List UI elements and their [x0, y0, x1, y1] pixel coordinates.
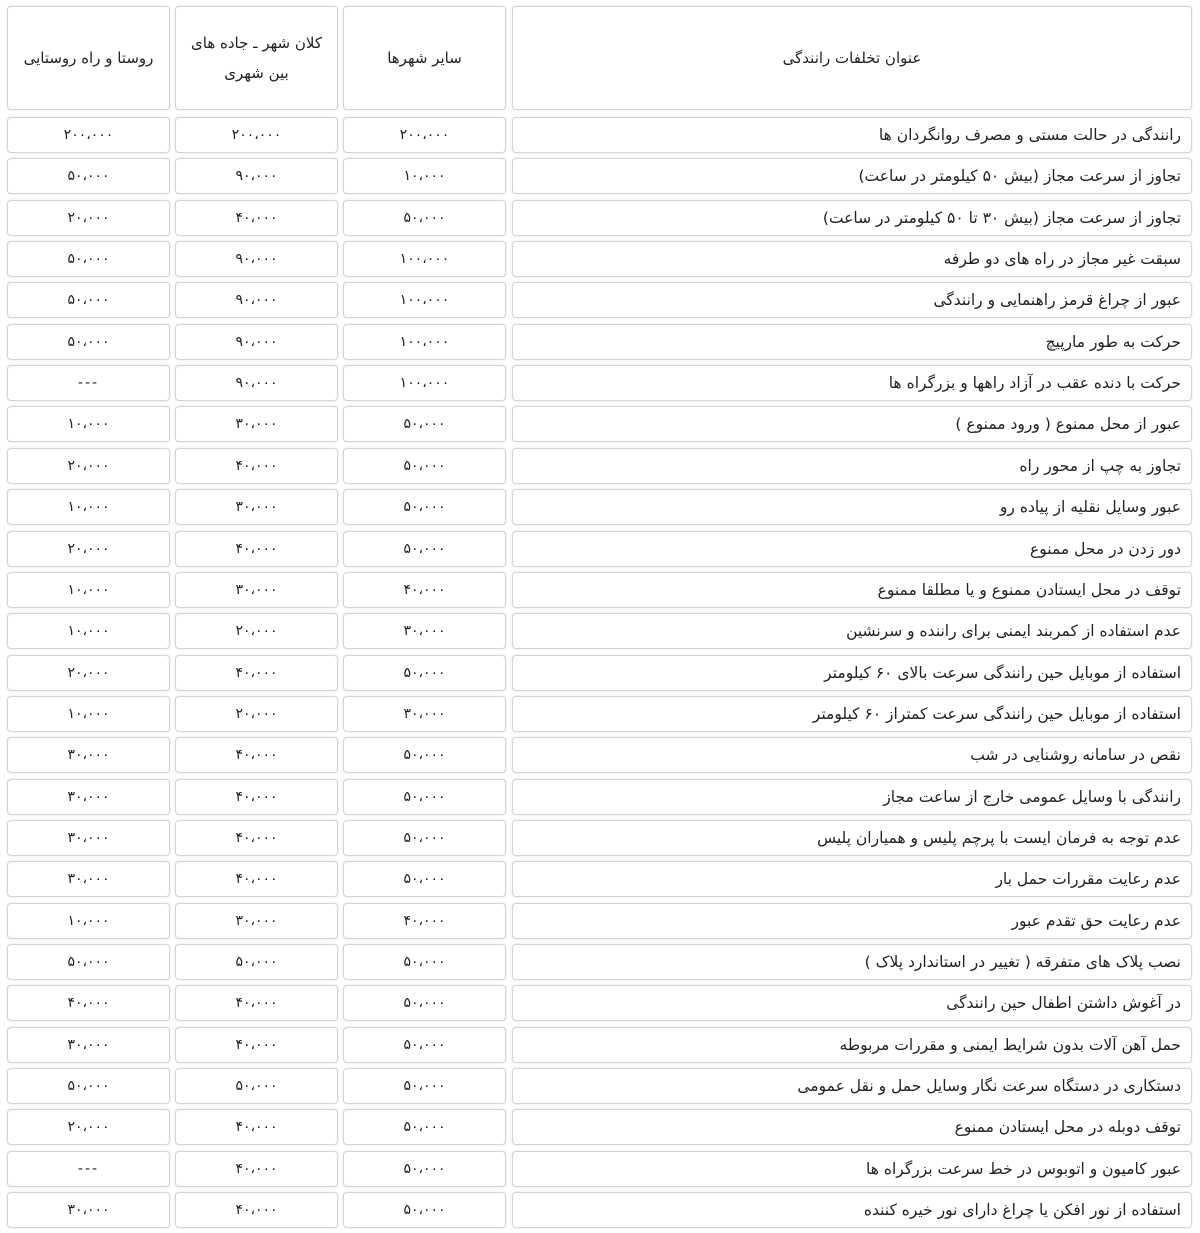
fine-rural: ۲۰،۰۰۰ — [7, 531, 170, 567]
fine-metro-intercity: ۵۰،۰۰۰ — [175, 1068, 338, 1104]
fine-metro-intercity: ۲۰،۰۰۰ — [175, 696, 338, 732]
fine-rural: ۱۰،۰۰۰ — [7, 406, 170, 442]
violation-title: عبور وسایل نقلیه از پیاده رو — [512, 489, 1192, 525]
fine-rural: ۱۰،۰۰۰ — [7, 489, 170, 525]
violation-title: حرکت با دنده عقب در آزاد راهها و بزرگراه ها — [512, 365, 1192, 401]
fine-rural: ۵۰،۰۰۰ — [7, 944, 170, 980]
violation-title: استفاده از موبایل حین رانندگی سرعت کمتراز ۶۰ کیلومتر — [512, 696, 1192, 732]
fine-metro-intercity: ۳۰،۰۰۰ — [175, 903, 338, 939]
fine-metro-intercity: ۴۰،۰۰۰ — [175, 1192, 338, 1228]
fine-metro-intercity: ۳۰،۰۰۰ — [175, 572, 338, 608]
fine-other-cities: ۵۰،۰۰۰ — [343, 655, 506, 691]
fine-other-cities: ۵۰،۰۰۰ — [343, 737, 506, 773]
header-rural: روستا و راه روستایی — [7, 6, 170, 110]
fine-other-cities: ۴۰،۰۰۰ — [343, 572, 506, 608]
fine-metro-intercity: ۹۰،۰۰۰ — [175, 282, 338, 318]
fine-other-cities: ۵۰،۰۰۰ — [343, 1192, 506, 1228]
fine-rural: --- — [7, 1151, 170, 1187]
fine-metro-intercity: ۹۰،۰۰۰ — [175, 158, 338, 194]
fine-rural: ۲۰،۰۰۰ — [7, 200, 170, 236]
header-title: عنوان تخلفات رانندگی — [512, 6, 1192, 110]
fine-metro-intercity: ۹۰،۰۰۰ — [175, 241, 338, 277]
fine-metro-intercity: ۴۰،۰۰۰ — [175, 779, 338, 815]
fine-metro-intercity: ۴۰،۰۰۰ — [175, 531, 338, 567]
violation-title: توقف در محل ایستادن ممنوع و یا مطلقا ممنوع — [512, 572, 1192, 608]
fine-other-cities: ۲۰۰،۰۰۰ — [343, 117, 506, 153]
violation-title: تجاوز به چپ از محور راه — [512, 448, 1192, 484]
violation-title: عدم استفاده از کمربند ایمنی برای راننده و سرنشین — [512, 613, 1192, 649]
fine-metro-intercity: ۵۰،۰۰۰ — [175, 944, 338, 980]
violation-title: دور زدن در محل ممنوع — [512, 531, 1192, 567]
fine-other-cities: ۵۰،۰۰۰ — [343, 861, 506, 897]
violation-title: استفاده از نور افکن یا چراغ دارای نور خیره کننده — [512, 1192, 1192, 1228]
fine-other-cities: ۵۰،۰۰۰ — [343, 779, 506, 815]
fine-other-cities: ۵۰،۰۰۰ — [343, 1068, 506, 1104]
fine-rural: ۳۰،۰۰۰ — [7, 737, 170, 773]
fine-rural: ۱۰،۰۰۰ — [7, 572, 170, 608]
fine-rural: ۴۰،۰۰۰ — [7, 985, 170, 1021]
violation-title: عبور از چراغ قرمز راهنمایی و رانندگی — [512, 282, 1192, 318]
violation-title: تجاوز از سرعت مجاز (بیش ۵۰ کیلومتر در ساعت) — [512, 158, 1192, 194]
fine-metro-intercity: ۲۰۰،۰۰۰ — [175, 117, 338, 153]
violation-title: عبور از محل ممنوع ( ورود ممنوع ) — [512, 406, 1192, 442]
fine-rural: ۲۰،۰۰۰ — [7, 1109, 170, 1145]
violation-title: حرکت به طور مارپیچ — [512, 324, 1192, 360]
fine-metro-intercity: ۴۰،۰۰۰ — [175, 737, 338, 773]
fine-other-cities: ۴۰،۰۰۰ — [343, 903, 506, 939]
fine-rural: ۵۰،۰۰۰ — [7, 324, 170, 360]
fine-rural: ۲۰،۰۰۰ — [7, 448, 170, 484]
fine-other-cities: ۵۰،۰۰۰ — [343, 1109, 506, 1145]
fine-other-cities: ۱۰۰،۰۰۰ — [343, 324, 506, 360]
fine-rural: ۵۰،۰۰۰ — [7, 158, 170, 194]
violation-title: عدم توجه به فرمان ایست با پرچم پلیس و همیاران پلیس — [512, 820, 1192, 856]
fine-rural: ۳۰،۰۰۰ — [7, 779, 170, 815]
fine-rural: ۳۰،۰۰۰ — [7, 1027, 170, 1063]
fine-metro-intercity: ۲۰،۰۰۰ — [175, 613, 338, 649]
fine-metro-intercity: ۴۰،۰۰۰ — [175, 985, 338, 1021]
violation-title: نصب پلاک های متفرقه ( تغییر در استاندارد پلاک ) — [512, 944, 1192, 980]
fine-metro-intercity: ۴۰،۰۰۰ — [175, 1151, 338, 1187]
fine-rural: ۵۰،۰۰۰ — [7, 282, 170, 318]
fine-other-cities: ۱۰۰،۰۰۰ — [343, 241, 506, 277]
fine-rural: ۳۰،۰۰۰ — [7, 820, 170, 856]
violation-title: عبور کامیون و اتوبوس در خط سرعت بزرگراه ها — [512, 1151, 1192, 1187]
fine-metro-intercity: ۴۰،۰۰۰ — [175, 200, 338, 236]
fine-other-cities: ۳۰،۰۰۰ — [343, 613, 506, 649]
violation-title: تجاوز از سرعت مجاز (بیش ۳۰ تا ۵۰ کیلومتر در ساعت) — [512, 200, 1192, 236]
violation-title: سبقت غیر مجاز در راه های دو طرفه — [512, 241, 1192, 277]
violation-title: استفاده از موبایل حین رانندگی سرعت بالای ۶۰ کیلومتر — [512, 655, 1192, 691]
violation-title: عدم رعایت مقررات حمل بار — [512, 861, 1192, 897]
violation-title: عدم رعایت حق تقدم عبور — [512, 903, 1192, 939]
fine-other-cities: ۵۰،۰۰۰ — [343, 448, 506, 484]
fine-other-cities: ۵۰،۰۰۰ — [343, 489, 506, 525]
fine-other-cities: ۱۰۰،۰۰۰ — [343, 365, 506, 401]
header-metro-intercity: کلان شهر ـ جاده های بین شهری — [175, 6, 338, 110]
fine-metro-intercity: ۹۰،۰۰۰ — [175, 365, 338, 401]
fine-rural: ۱۰،۰۰۰ — [7, 696, 170, 732]
violation-title: حمل آهن آلات بدون شرایط ایمنی و مقررات مربوطه — [512, 1027, 1192, 1063]
fine-rural: ۱۰،۰۰۰ — [7, 613, 170, 649]
fine-other-cities: ۵۰،۰۰۰ — [343, 200, 506, 236]
fine-other-cities: ۵۰،۰۰۰ — [343, 531, 506, 567]
fine-rural: ۵۰،۰۰۰ — [7, 1068, 170, 1104]
fine-metro-intercity: ۴۰،۰۰۰ — [175, 655, 338, 691]
fine-other-cities: ۱۰۰،۰۰۰ — [343, 282, 506, 318]
fine-other-cities: ۵۰،۰۰۰ — [343, 1027, 506, 1063]
violation-title: رانندگی با وسایل عمومی خارج از ساعت مجاز — [512, 779, 1192, 815]
fine-rural: ۲۰،۰۰۰ — [7, 655, 170, 691]
fine-rural: --- — [7, 365, 170, 401]
violation-title: در آغوش داشتن اطفال حین رانندگی — [512, 985, 1192, 1021]
fine-metro-intercity: ۳۰،۰۰۰ — [175, 489, 338, 525]
fine-other-cities: ۵۰،۰۰۰ — [343, 1151, 506, 1187]
fine-metro-intercity: ۴۰،۰۰۰ — [175, 861, 338, 897]
fine-other-cities: ۱۰،۰۰۰ — [343, 158, 506, 194]
fine-other-cities: ۵۰،۰۰۰ — [343, 820, 506, 856]
fine-rural: ۲۰۰،۰۰۰ — [7, 117, 170, 153]
fine-rural: ۳۰،۰۰۰ — [7, 861, 170, 897]
violation-title: نقص در سامانه روشنایی در شب — [512, 737, 1192, 773]
fine-metro-intercity: ۹۰،۰۰۰ — [175, 324, 338, 360]
violation-title: رانندگی در حالت مستی و مصرف روانگردان ها — [512, 117, 1192, 153]
fine-metro-intercity: ۴۰،۰۰۰ — [175, 448, 338, 484]
fine-other-cities: ۵۰،۰۰۰ — [343, 406, 506, 442]
fine-rural: ۱۰،۰۰۰ — [7, 903, 170, 939]
fine-rural: ۵۰،۰۰۰ — [7, 241, 170, 277]
violation-title: توقف دوبله در محل ایستادن ممنوع — [512, 1109, 1192, 1145]
violation-title: دستکاری در دستگاه سرعت نگار وسایل حمل و نقل عمومی — [512, 1068, 1192, 1104]
header-other-cities: سایر شهرها — [343, 6, 506, 110]
fine-other-cities: ۵۰،۰۰۰ — [343, 985, 506, 1021]
fine-metro-intercity: ۳۰،۰۰۰ — [175, 406, 338, 442]
fine-metro-intercity: ۴۰،۰۰۰ — [175, 820, 338, 856]
fine-rural: ۳۰،۰۰۰ — [7, 1192, 170, 1228]
fine-other-cities: ۳۰،۰۰۰ — [343, 696, 506, 732]
fine-metro-intercity: ۴۰،۰۰۰ — [175, 1109, 338, 1145]
fine-other-cities: ۵۰،۰۰۰ — [343, 944, 506, 980]
fine-metro-intercity: ۴۰،۰۰۰ — [175, 1027, 338, 1063]
